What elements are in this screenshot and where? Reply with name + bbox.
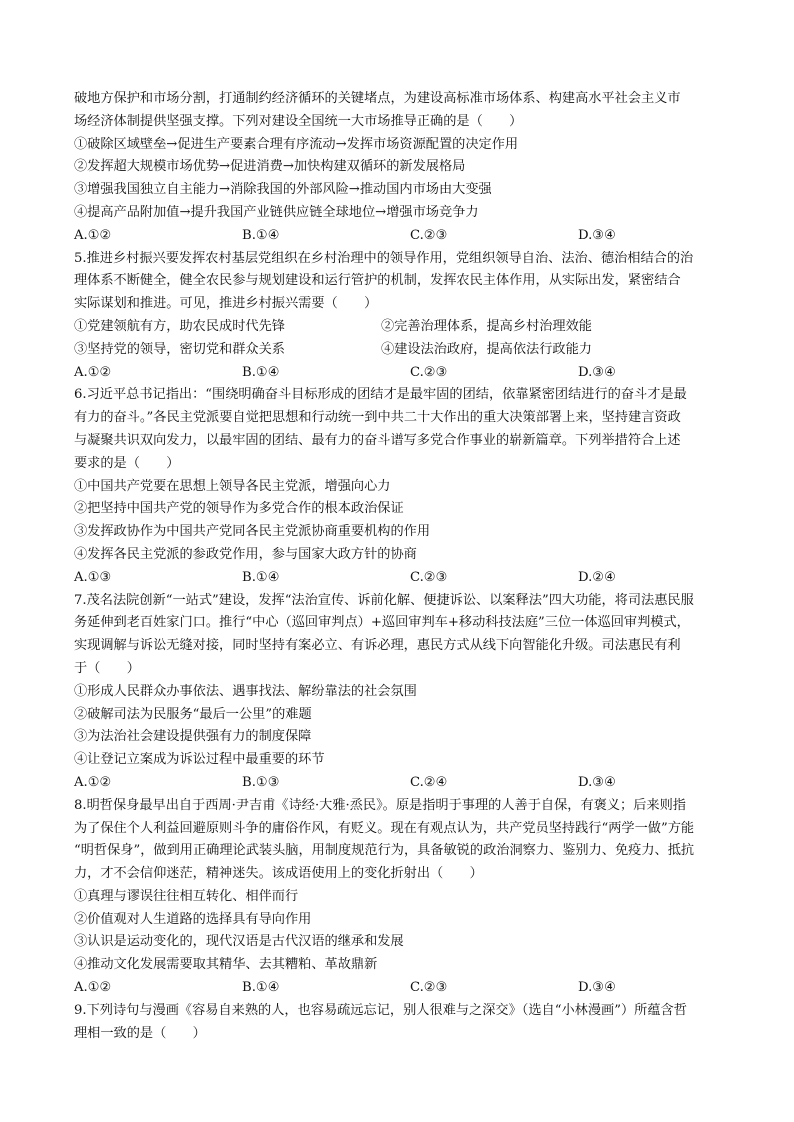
- choice-a: A.①②: [74, 774, 112, 790]
- option-item: ②把坚持中国共产党的领导作为多党合作的根本政治保证: [74, 501, 404, 517]
- question-7: [74, 590, 724, 795]
- option-item: ③发挥政协作为中国共产党同各民主党派协商重要机构的作用: [74, 524, 431, 540]
- question-text-line: “明哲保身”，做到用正确理论武装头脑，用制度规范行为，具备敏锐的政治洞察力、鉴别力、免疫力、抵抗: [74, 843, 695, 859]
- question-text-line: 实现调解与诉讼无缝对接，同时坚持有案必立、有诉必理，惠民方式从线下向智能化升级。司法惠民有利: [74, 638, 681, 654]
- choice-b: B.①③: [242, 774, 280, 790]
- question-4-tail: [74, 88, 724, 248]
- option-item: ②价值观对人生道路的选择具有导向作用: [74, 911, 312, 927]
- option-item: ①形成人民群众办事依法、遇事找法、解纷靠法的社会氛围: [74, 683, 417, 699]
- option-item: ③坚持党的领导，密切党和群众关系: [74, 341, 285, 357]
- question-text-line: 为了保住个人利益回避原则斗争的庸俗作风，有贬义。现在有观点认为，共产党员坚持践行“两学一做”方能: [74, 820, 695, 836]
- question-5: [74, 248, 724, 385]
- choice-c: C.②④: [410, 774, 448, 790]
- choice-a: A.①③: [74, 569, 112, 585]
- choice-b: B.①④: [242, 569, 280, 585]
- question-text-line: 于（ ）: [74, 660, 140, 676]
- option-item: ②破解司法为民服务“最后一公里”的难题: [74, 706, 312, 722]
- question-text-line: 7.茂名法院创新“一站式”建设，发挥“法治宣传、诉前化解、便捷诉讼、以案释法”四大功能，将司法惠民服: [74, 592, 694, 608]
- question-8: [74, 795, 724, 1000]
- option-item: ②完善治理体系，提高乡村治理效能: [381, 318, 592, 334]
- question-text-line: 破地方保护和市场分割，打通制约经济循环的关键堵点，为建设高标准市场体系、构建高水平社会主义市: [74, 91, 681, 106]
- answer-choices: [74, 772, 724, 795]
- option-item: ③认识是运动变化的，现代汉语是古代汉语的继承和发展: [74, 934, 404, 950]
- choice-b: B.①④: [242, 364, 280, 380]
- question-text-line: 理体系不断健全，健全农民参与规划建设和运行管护的机制，发挥农民主体作用，从实际出发，紧密结合: [74, 273, 681, 289]
- question-9: [74, 1000, 724, 1046]
- choice-a: A.①②: [74, 980, 112, 996]
- option-row: [74, 339, 724, 362]
- exam-page: [74, 88, 724, 1045]
- option-item: ④推动文化发展需要取其精华、去其糟粕、革故鼎新: [74, 957, 378, 973]
- question-text-line: 理相一致的是（ ）: [74, 1025, 206, 1041]
- choice-c: C.②③: [410, 980, 448, 996]
- question-text-line: 务延伸到老百姓家门口。推行“中心（巡回审判点）+巡回审判车+移动科技法庭”三位一体巡回审判模式，: [74, 615, 690, 631]
- answer-choices: [74, 362, 724, 385]
- option-item: ①中国共产党要在思想上领导各民主党派，增强向心力: [74, 478, 391, 494]
- option-item: ③增强我国独立自主能力→消除我国的外部风险→推动国内市场由大变强: [74, 182, 492, 198]
- choice-d: D.③④: [578, 364, 616, 380]
- choice-d: D.②④: [578, 569, 616, 585]
- question-text-line: 与凝聚共识双向发力，以最牢固的团结、最有力的奋斗谱写多党合作事业的崭新篇章。下列举措符合上述: [74, 432, 681, 448]
- answer-choices: [74, 567, 724, 590]
- choice-c: C.②③: [410, 569, 448, 585]
- question-text-line: 9.下列诗句与漫画《容易自来熟的人，也容易疏远忘记，别人很难与之深交》（选自“小林漫画”）所蕴含哲: [74, 1002, 687, 1018]
- answer-choices: [74, 977, 724, 1000]
- choice-d: D.③④: [578, 774, 616, 790]
- option-row: [74, 316, 724, 339]
- question-text-line: 实际谋划和推进。可见，推进乡村振兴需要（ ）: [74, 296, 378, 312]
- choice-c: C.②③: [410, 227, 448, 243]
- choice-a: A.①②: [74, 364, 112, 380]
- question-text-line: 要求的是（ ）: [74, 455, 180, 471]
- choice-a: A.①②: [74, 227, 112, 243]
- choice-b: B.①④: [242, 980, 280, 996]
- question-text-line: 场经济体制提供坚强支撑。下列对建设全国统一大市场推导正确的是（ ）: [74, 113, 523, 129]
- choice-b: B.①④: [242, 227, 280, 243]
- question-text-line: 力，才不会信仰迷茫，精神迷失。该成语使用上的变化折射出（ ）: [74, 866, 483, 882]
- question-text-line: 5.推进乡村振兴要发挥农村基层党组织在乡村治理中的领导作用，党组织领导自治、法治、德治相结合的治: [74, 250, 694, 266]
- option-item: ②发挥超大规模市场优势→促进消费→加快构建双循环的新发展格局: [74, 159, 466, 175]
- option-item: ④建设法治政府，提高依法行政能力: [381, 341, 592, 357]
- answer-choices: [74, 225, 724, 248]
- choice-d: D.③④: [578, 980, 616, 996]
- option-item: ③为法治社会建设提供强有力的制度保障: [74, 729, 312, 745]
- option-item: ④提高产品附加值→提升我国产业链供应链全球地位→增强市场竞争力: [74, 204, 479, 220]
- option-item: ④发挥各民主党派的参政党作用，参与国家大政方针的协商: [74, 546, 417, 562]
- question-text-line: 8.明哲保身最早出自于西周·尹吉甫《诗经·大雅·烝民》。原是指明于事理的人善于自保，有褒义；后来则指: [74, 797, 686, 813]
- question-text-line: 6.习近平总书记指出：“围绕明确奋斗目标形成的团结才是最牢固的团结，依靠紧密团结进行的奋斗才是最: [74, 387, 687, 403]
- choice-c: C.②③: [410, 364, 448, 380]
- question-6: [74, 384, 724, 589]
- option-item: ①破除区域壁垒→促进生产要素合理有序流动→发挥市场资源配置的决定作用: [74, 136, 519, 152]
- option-item: ①党建领航有方，助农民成时代先锋: [74, 318, 285, 334]
- option-item: ①真理与谬误往往相互转化、相伴而行: [74, 888, 299, 904]
- option-item: ④让登记立案成为诉讼过程中最重要的环节: [74, 752, 325, 768]
- question-text-line: 有力的奋斗。”各民主党派要自觉把思想和行动统一到中共二十大作出的重大决策部署上来，坚持建言资政: [74, 410, 681, 426]
- choice-d: D.③④: [578, 227, 616, 243]
